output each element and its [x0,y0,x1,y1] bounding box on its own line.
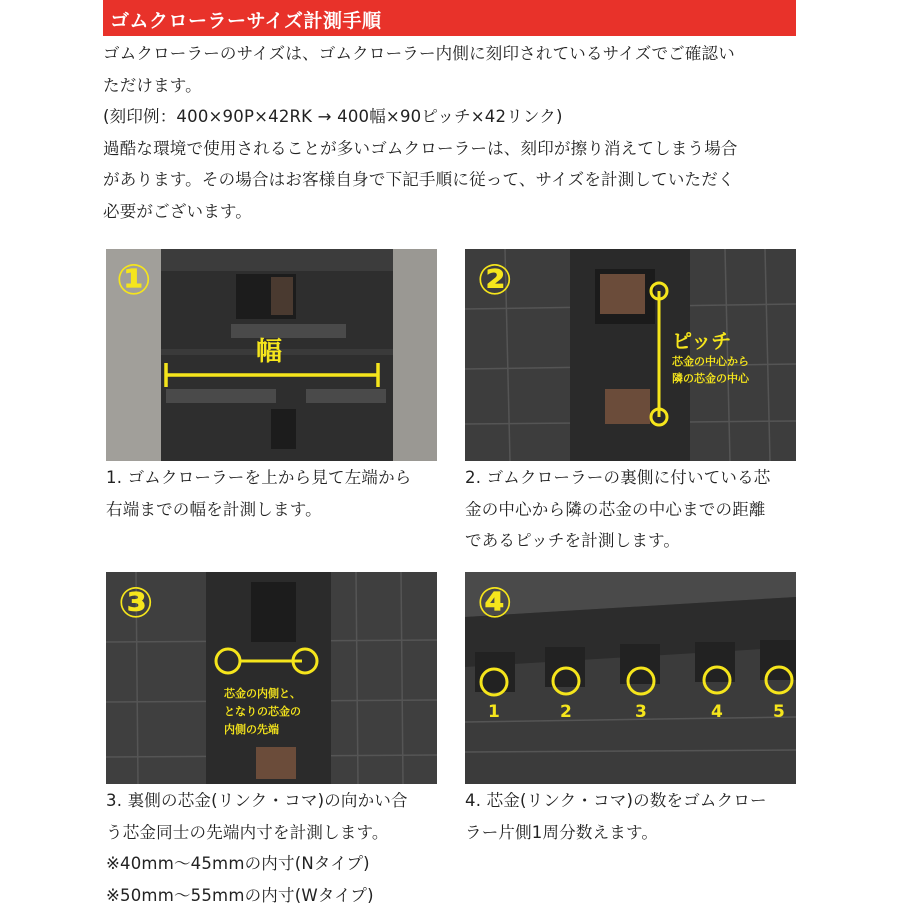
caption-line: ※50mm〜55mmの内寸(Wタイプ) [106,880,446,911]
caption-line: 金の中心から隣の芯金の中心までの距離 [465,494,805,526]
link-count-label: 1 [488,702,500,722]
section-header [103,0,796,36]
link-count-label: 5 [773,702,785,722]
step4-caption [465,785,805,848]
step3-photo [106,572,437,784]
intro-line: 過酷な環境で使用されることが多いゴムクローラーは、刻印が擦り消えてしまう場合 [103,133,803,165]
pitch-label: ピッチ [672,325,731,354]
caption-line: 1. ゴムクローラーを上から見て左端から [106,462,446,494]
inner-note-line: 芯金の内側と、 [224,685,301,701]
step1-photo [106,249,437,461]
section-title: ゴムクローラーサイズ計測手順 [110,6,381,33]
step3-caption [106,785,446,911]
step2-photo [465,249,796,461]
pitch-note-line: 隣の芯金の中心 [672,370,749,386]
step4-photo [465,572,796,784]
link-count-label: 2 [560,702,572,722]
intro-text [103,38,803,227]
width-label: 幅 [256,331,282,368]
step1-caption [106,462,446,525]
step1-badge: ① [116,257,152,303]
caption-line: ※40mm〜45mmの内寸(Nタイプ) [106,848,446,880]
inner-note-line: となりの芯金の [224,703,301,719]
caption-line: ラー片側1周分数えます。 [465,817,805,849]
caption-line: 3. 裏側の芯金(リンク・コマ)の向かい合 [106,785,446,817]
step2-caption [465,462,805,557]
caption-line: 4. 芯金(リンク・コマ)の数をゴムクロー [465,785,805,817]
inner-note-line: 内側の先端 [224,721,279,737]
caption-line: 右端までの幅を計測します。 [106,494,446,526]
intro-line: 必要がございます。 [103,196,803,228]
caption-line: であるピッチを計測します。 [465,525,805,557]
caption-line: 2. ゴムクローラーの裏側に付いている芯 [465,462,805,494]
link-count-label: 3 [635,702,647,722]
intro-line: (刻印例：400×90P×42RK → 400幅×90ピッチ×42リンク) [103,101,803,133]
link-count-label: 4 [711,702,723,722]
intro-line: ゴムクローラーのサイズは、ゴムクローラー内側に刻印されているサイズでご確認い [103,38,803,70]
intro-line: ただけます。 [103,70,803,102]
step4-badge: ④ [477,580,513,626]
intro-line: があります。その場合はお客様自身で下記手順に従って、サイズを計測していただく [103,164,803,196]
pitch-note-line: 芯金の中心から [672,353,749,369]
step2-badge: ② [477,257,513,303]
step3-badge: ③ [118,580,154,626]
caption-line: う芯金同士の先端内寸を計測します。 [106,817,446,849]
